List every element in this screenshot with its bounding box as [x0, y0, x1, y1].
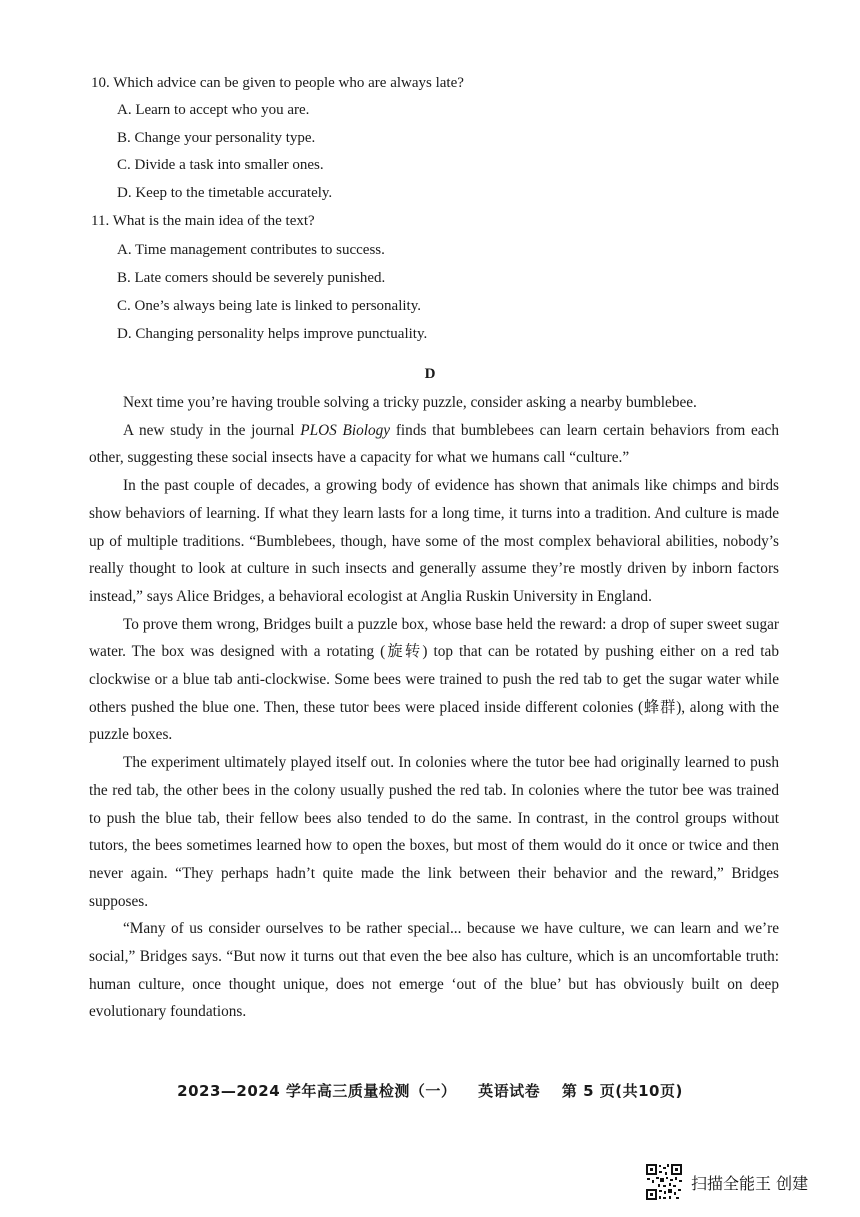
question-10 [91, 73, 464, 93]
question-number: 11. [91, 213, 110, 229]
page-number: 第 5 页(共10页) [561, 1082, 683, 1100]
section-heading: D [424, 366, 436, 382]
passage-paragraph: Next time you’re having trouble solving a tricky puzzle, consider asking a nearby bumblebee. [123, 394, 697, 411]
option-11-d: D. Changing personality helps improve punctuality. [117, 326, 428, 342]
question-text: Which advice can be given to people who are always late? [113, 75, 464, 91]
question-text: What is the main idea of the text? [112, 213, 315, 229]
reading-passage [89, 389, 779, 1026]
passage-paragraph: In the past couple of decades, a growing body of evidence has shown that animals like chimps and birds show behaviors of learning. If what they learn lasts for a long time, it turns into a tradition. And culture is made up of multiple traditions. “Bumblebees, though, have some of the most complex behavioral abilities, nobody’s really thought to look at culture in such insects and generally assume they’re mostly driven by inborn factors instead,” says Alice Bridges, a behavioral ecologist at Anglia Ruskin University in England. [89, 477, 779, 605]
option-10-a: A. Learn to accept who you are. [117, 102, 310, 118]
watermark-text: 扫描全能王 创建 [691, 1173, 809, 1193]
option-10-d: D. Keep to the timetable accurately. [117, 185, 333, 201]
subject-label: 英语试卷 [478, 1082, 541, 1100]
passage-paragraph: “Many of us consider ourselves to be rather special... because we have culture, we can learn and we’re social,” Bridges says. “But now it turns out that even the bee also has culture, which is an uncomfortable truth: human culture, once thought unique, does not emerge ‘out of the blue’ but has obviously built on deep evolutionary foundations. [89, 920, 779, 1021]
scanner-watermark [645, 1163, 808, 1201]
qr-code-icon [645, 1163, 683, 1201]
option-11-c: C. One’s always being late is linked to personality. [117, 298, 421, 314]
option-10-b: B. Change your personality type. [117, 130, 316, 146]
page-footer [0, 1081, 860, 1101]
passage-paragraph: To prove them wrong, Bridges built a puzzle box, whose base held the reward: a drop of super sweet sugar water. The box was designed with a rotating (旋转) top that can be rotated by pushing either on a red tab clockwise or a blue tab anti-clockwise. Some bees were trained to push the red tab to get the sugar water while others pushed the blue one. Then, these tutor bees were placed inside different colonies (蜂群), along with the puzzle boxes. [89, 615, 779, 744]
option-10-c: C. Divide a task into smaller ones. [117, 157, 324, 173]
exam-title: 2023—2024 学年高三质量检测（一） [177, 1082, 457, 1100]
option-11-a: A. Time management contributes to success. [117, 242, 385, 258]
question-number: 10. [91, 75, 110, 91]
passage-paragraph: A new study in the journal PLOS Biology finds that bumblebees can learn certain behaviors from each other, suggesting these social insects have a capacity for what we humans call “culture.” [89, 421, 779, 467]
question-11 [91, 211, 315, 231]
passage-paragraph: The experiment ultimately played itself out. In colonies where the tutor bee had originally learned to push the red tab, the other bees in the colony usually pushed the red tab. In colonies where the tutor bee was trained to push the blue tab, their fellow bees also tended to do the same. In contrast, in the control groups without tutors, the bees sometimes learned how to open the boxes, but most of them would do it once or twice and then never again. “They perhaps hadn’t quite made the link between their behavior and the reward,” Bridges supposes. [89, 754, 779, 910]
option-11-b: B. Late comers should be severely punished. [117, 270, 386, 286]
